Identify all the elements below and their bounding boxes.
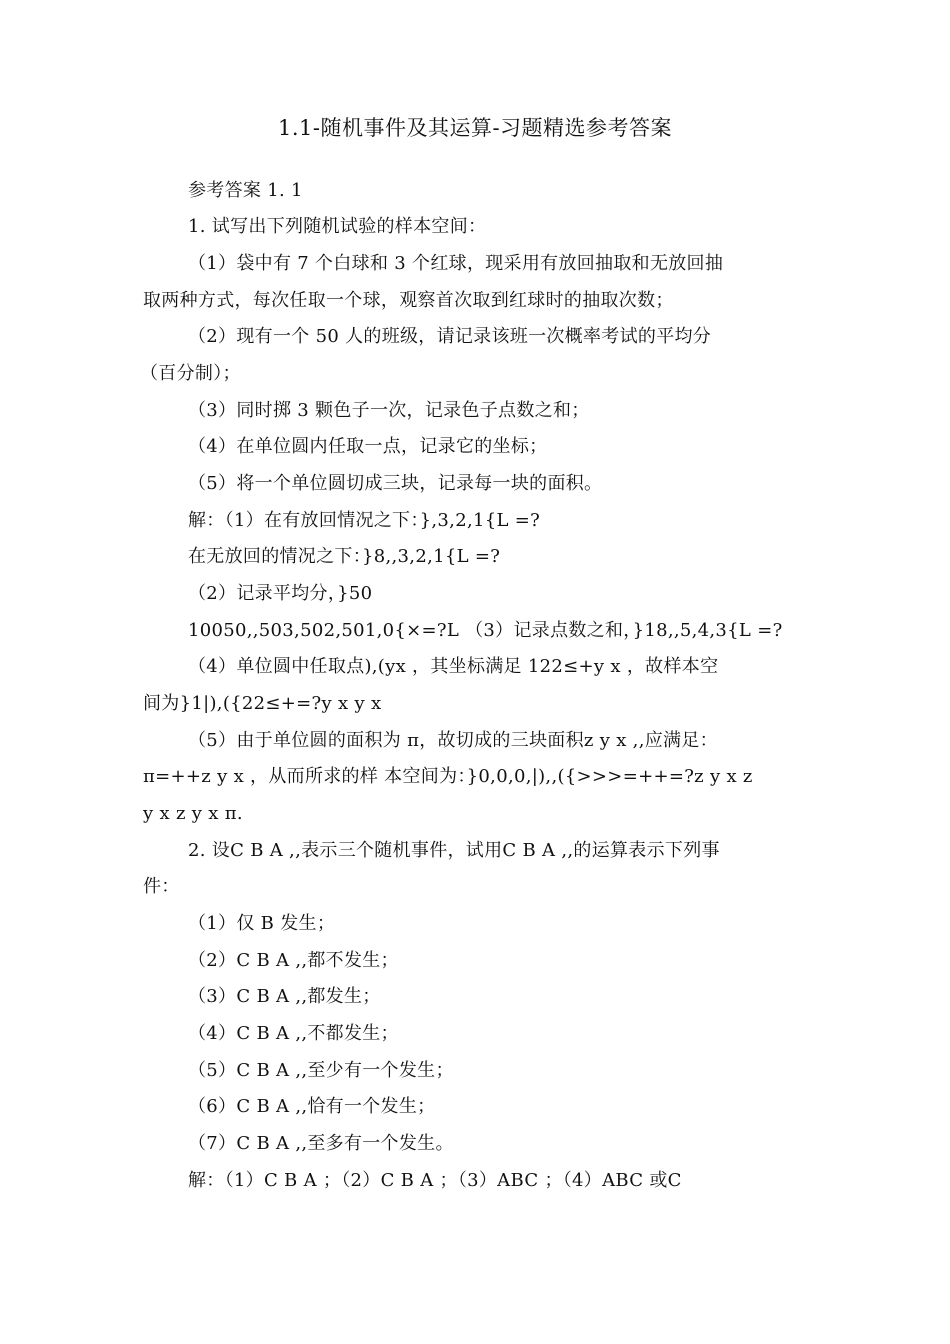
question-2-item-2: （2）C B A ,,都不发生； (188, 950, 399, 971)
question-2-item-6: （6）C B A ,,恰有一个发生； (188, 1096, 436, 1117)
question-2-prompt-cont: 件： (143, 876, 180, 897)
question-2-item-4: （4）C B A ,,不都发生； (188, 1023, 399, 1044)
solution-1-line-6: 间为}1|),({22≤+=?y x y x (143, 693, 382, 714)
answer-heading: 参考答案 1. 1 (188, 180, 303, 201)
question-1-item-2: （2）现有一个 50 人的班级，请记录该班一次概率考试的平均分 (188, 326, 712, 347)
question-1-prompt: 1. 试写出下列随机试验的样本空间： (188, 216, 487, 237)
question-2-item-7: （7）C B A ,,至多有一个发生。 (188, 1133, 454, 1154)
question-1-item-1-cont: 取两种方式，每次任取一个球，观察首次取到红球时的抽取次数； (143, 290, 674, 311)
question-2-item-5: （5）C B A ,,至少有一个发生； (188, 1060, 454, 1081)
solution-1-line-3: （2）记录平均分，}50 (188, 583, 373, 604)
solution-2-line-1: 解：（1）C B A ；（2）C B A ；（3）ABC ；（4）ABC 或C (188, 1170, 682, 1191)
question-1-item-3: （3）同时掷 3 颗色子一次，记录色子点数之和； (188, 400, 590, 421)
question-1-item-2-cont: （百分制）； (140, 363, 241, 384)
solution-1-line-9: y x z y x π. (143, 803, 243, 824)
question-2-item-3: （3）C B A ,,都发生； (188, 986, 381, 1007)
solution-1-line-7: （5）由于单位圆的面积为 π，故切成的三块面积z y x ,,应满足： (188, 730, 718, 751)
solution-1-line-4: 10050,,503,502,501,0{×=?L （3）记录点数之和，}18,,5,4,3{L =? (188, 620, 783, 641)
question-1-item-4: （4）在单位圆内任取一点，记录它的坐标； (188, 436, 548, 457)
solution-1-line-2: 在无放回的情况之下：}8,,3,2,1{L =? (188, 546, 501, 567)
solution-1-line-5: （4）单位圆中任取点),(yx ，其坐标满足 122≤+y x ，故样本空 (188, 656, 719, 677)
question-2-item-1: （1）仅 B 发生； (188, 913, 336, 934)
question-2-prompt: 2. 设C B A ,,表示三个随机事件，试用C B A ,,的运算表示下列事 (188, 840, 720, 861)
solution-1-line-1: 解：（1）在有放回情况之下：},3,2,1{L =? (188, 510, 541, 531)
question-1-item-1: （1）袋中有 7 个白球和 3 个红球，现采用有放回抽取和无放回抽 (188, 253, 724, 274)
question-1-item-5: （5）将一个单位圆切成三块，记录每一块的面积。 (188, 473, 603, 494)
solution-1-line-8: π=++z y x ，从而所求的样 本空间为：}0,0,0,|),,({>>>=++=?z y x z (143, 766, 753, 787)
page-title: 1.1-随机事件及其运算-习题精选参考答案 (277, 116, 673, 140)
